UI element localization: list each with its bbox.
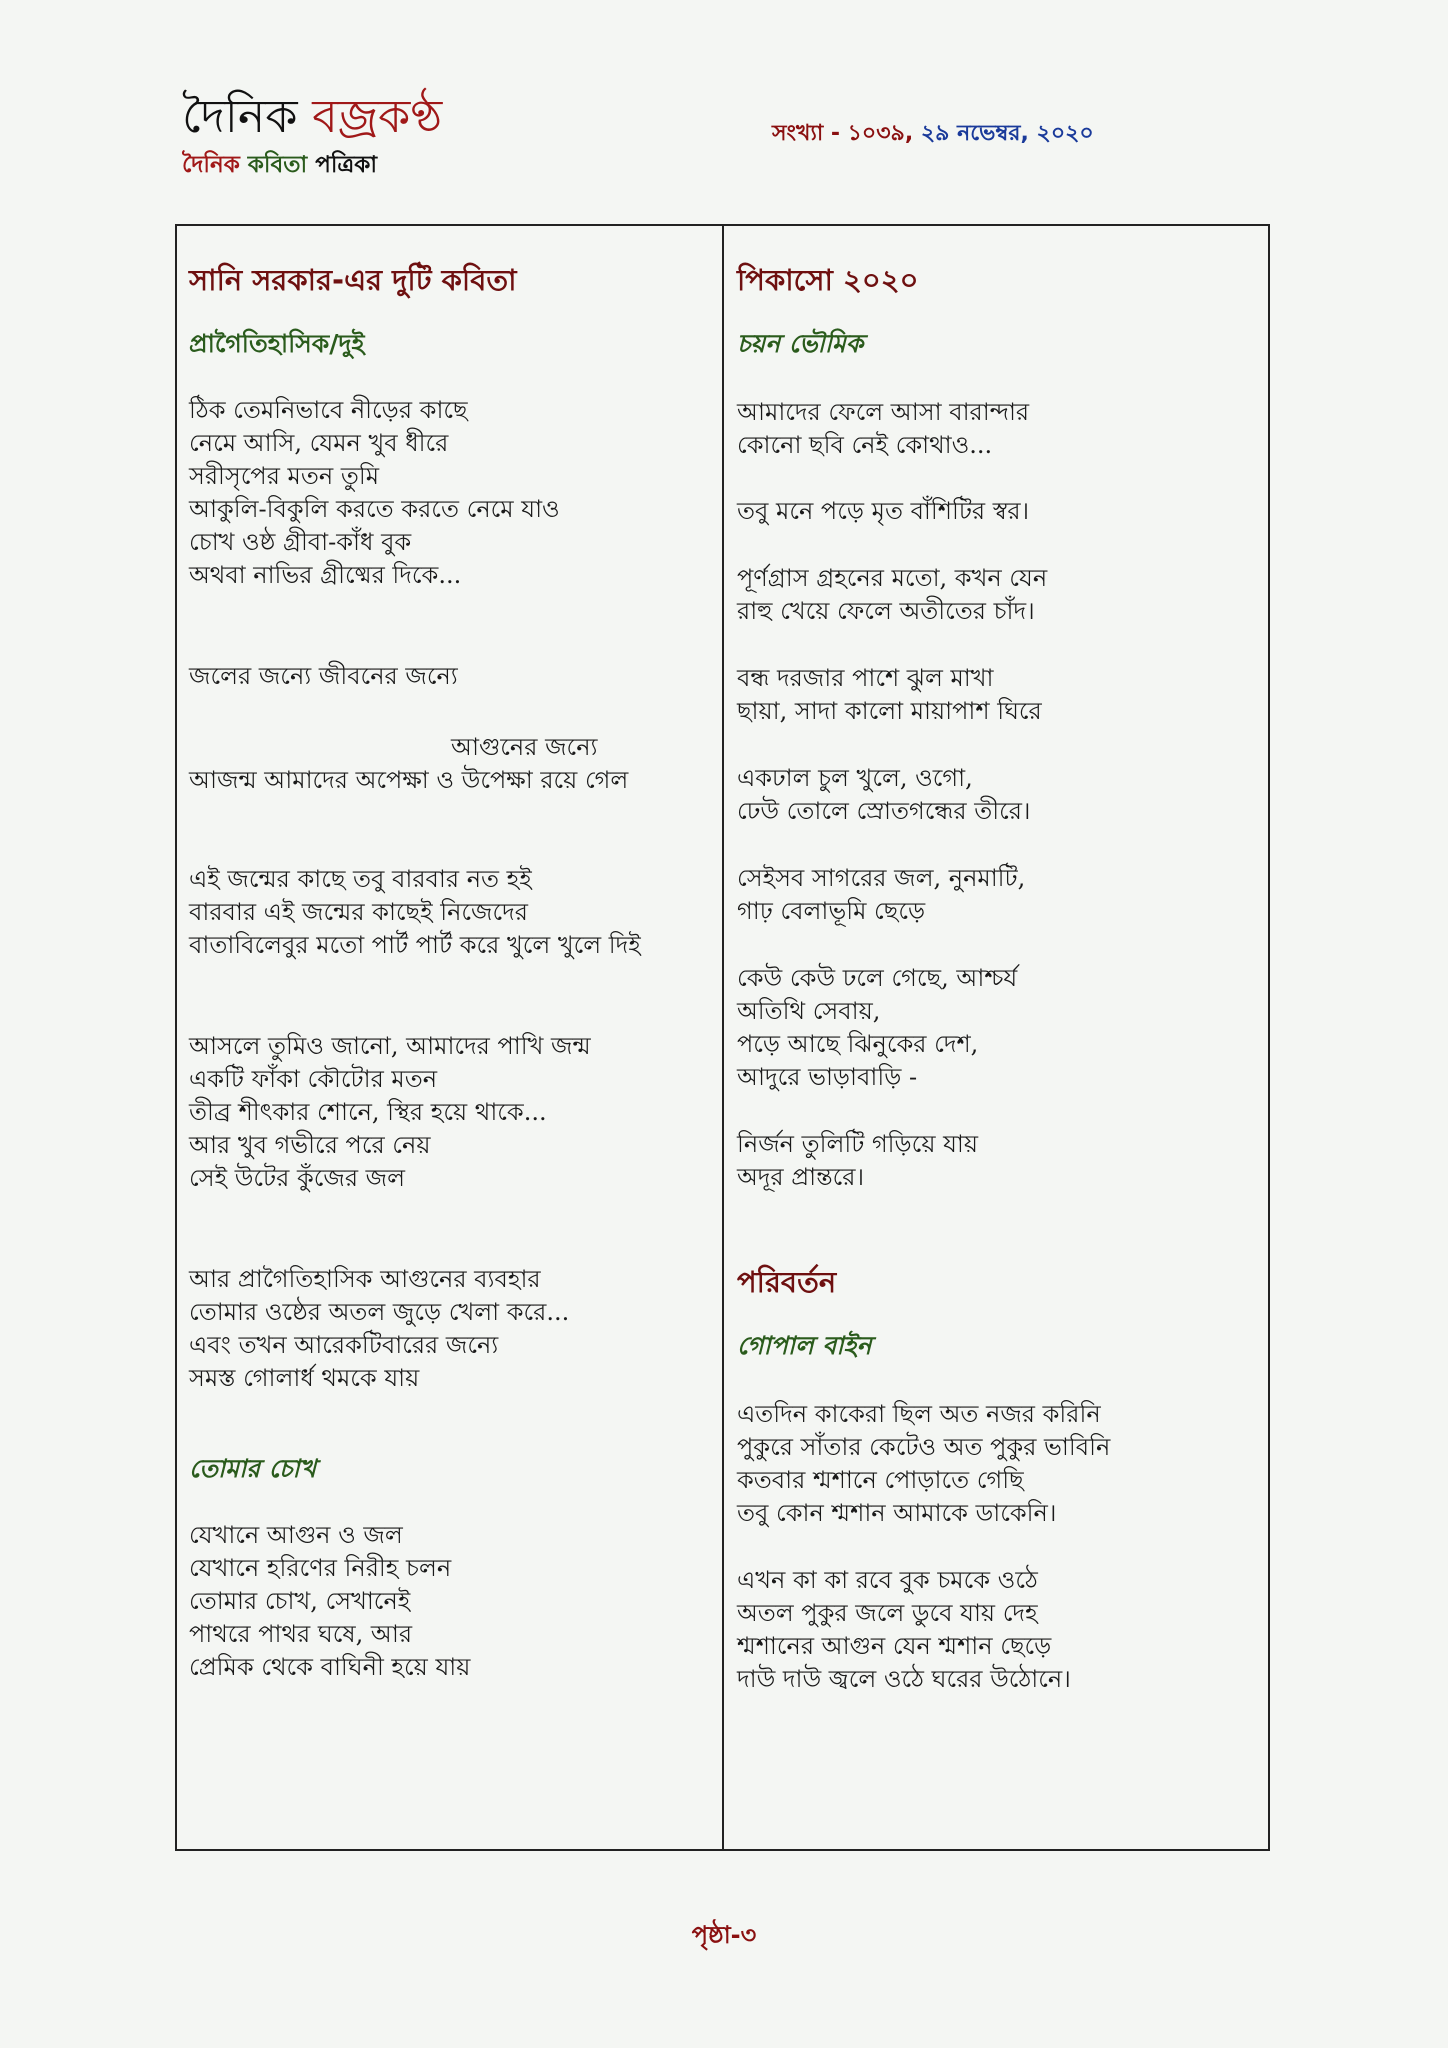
poem-line: সেই উটের কুঁজের জল (189, 1164, 406, 1192)
poem-title-picasso: পিকাসো ২০২০ (737, 263, 919, 297)
poem-line: জলের জন্যে জীবনের জন্যে (189, 662, 458, 690)
poem-line: আমাদের ফেলে আসা বারান্দার (737, 398, 1030, 426)
masthead-subtitle (182, 146, 442, 185)
stanza (737, 495, 1257, 528)
stanza (189, 394, 699, 592)
column-divider (722, 226, 724, 1849)
poem-line: দাউ দাউ জ্বলে ওঠে ঘরের উঠোনে। (737, 1665, 1071, 1693)
poem-line: আসলে তুমিও জানো, আমাদের পাখি জন্ম (189, 1032, 591, 1060)
stanza (737, 662, 1257, 728)
poem-title-tomar-chokh: তোমার চোখ (189, 1454, 317, 1483)
poem-line: আর প্রাগৈতিহাসিক আগুনের ব্যবহার (189, 1265, 541, 1293)
left-section-title: সানি সরকার-এর দুটি কবিতা (189, 263, 517, 297)
stanza (737, 1564, 1257, 1696)
poem-line: সমস্ত গোলার্ধ থমকে যায় (189, 1364, 420, 1392)
poem-line: অথবা নাভির গ্রীষ্মের দিকে... (189, 561, 462, 589)
poem-title-poriborton: পরিবর্তন (737, 1265, 837, 1299)
poem-line: নির্জন তুলিটি গড়িয়ে যায় (737, 1130, 979, 1158)
poem-line: একটি ফাঁকা কৌটোর মতন (189, 1065, 438, 1093)
poem-line: এই জন্মের কাছে তবু বারবার নত হই (189, 865, 532, 893)
poem-title-pragaitihasik: প্রাগৈতিহাসিক/দুই (189, 329, 365, 358)
issue-date: ২৯ নভেম্বর, ২০২০ (920, 121, 1094, 146)
poem-line: তোমার চোখ, সেখানেই (189, 1587, 411, 1615)
content-frame (175, 224, 1270, 1851)
masthead-sub-daily: দৈনিক (182, 152, 248, 178)
stanza (189, 1519, 699, 1684)
stanza (737, 562, 1257, 628)
poem-line: প্রেমিক থেকে বাঘিনী হয়ে যায় (189, 1653, 471, 1681)
poem-line: শ্মশানের আগুন যেন শ্মশান ছেড়ে (737, 1632, 1052, 1660)
poem-line: ঠিক তেমনিভাবে নীড়ের কাছে (189, 396, 468, 424)
poem-line: সরীসৃপের মতন তুমি (189, 462, 380, 490)
poem-line: তীব্র শীৎকার শোনে, স্থির হয়ে থাকে... (189, 1098, 547, 1126)
poem-line: বন্ধ দরজার পাশে ঝুল মাখা (737, 664, 994, 692)
masthead-title-name: বজ্রকণ্ঠ (312, 89, 443, 143)
poem-line: গাঢ় বেলাভূমি ছেড়ে (737, 897, 926, 925)
masthead-sub-poetry: কবিতা (247, 152, 308, 178)
poem-line: বারবার এই জন্মের কাছেই নিজেদের (189, 898, 528, 926)
poem-line: এবং তখন আরেকটিবারের জন্যে (189, 1331, 499, 1359)
poem-line: ঢেউ তোলে স্রোতগন্ধের তীরে। (737, 797, 1031, 825)
issue-number: সংখ্যা - ১০৩৯, (772, 121, 921, 146)
poem-line: কতবার শ্মশানে পোড়াতে গেছি (737, 1466, 1024, 1494)
stanza (189, 863, 699, 962)
poem-line: অতল পুকুর জলে ডুবে যায় দেহ (737, 1599, 1038, 1627)
poem-line: চোখ ওষ্ঠ গ্রীবা-কাঁধ বুক (189, 528, 412, 556)
poem-line: এখন কা কা রবে বুক চমকে ওঠে (737, 1566, 1038, 1594)
poem-line: এতদিন কাকেরা ছিল অত নজর করিনি (737, 1400, 1101, 1428)
stanza (737, 396, 1257, 462)
masthead-title (182, 88, 442, 144)
poem-line: তোমার ওষ্ঠের অতল জুড়ে খেলা করে... (189, 1298, 570, 1326)
poem-line: ছায়া, সাদা কালো মায়াপাশ ঘিরে (737, 697, 1042, 725)
stanza (737, 862, 1257, 928)
poem-line: একঢাল চুল খুলে, ওগো, (737, 764, 973, 792)
poem-line: পাথরে পাথর ঘষে, আর (189, 1620, 413, 1648)
poem-line: অদূর প্রান্তরে। (737, 1163, 865, 1191)
poem-line: তবু মনে পড়ে মৃত বাঁশিটির স্বর। (737, 497, 1030, 525)
poem-line: রাহু খেয়ে ফেলে অতীতের চাঁদ। (737, 597, 1035, 625)
poem-line: পুকুরে সাঁতার কেটেও অত পুকুর ভাবিনি (737, 1433, 1111, 1461)
masthead-sub-magazine: পত্রিকা (307, 152, 378, 178)
left-column (189, 236, 699, 1684)
poem-line: আর খুব গভীরে পরে নেয় (189, 1131, 431, 1159)
poem-line: পড়ে আছে ঝিনুকের দেশ, (737, 1030, 979, 1058)
stanza (737, 1398, 1257, 1530)
masthead (182, 88, 442, 185)
poem-line: কোনো ছবি নেই কোথাও... (737, 431, 993, 459)
poem-line: তবু কোন শ্মশান আমাকে ডাকেনি। (737, 1499, 1057, 1527)
stanza (189, 1263, 699, 1395)
poem-line: অতিথি সেবায়, (737, 997, 881, 1025)
author-choyon-bhowmik: চয়ন ভৌমিক (737, 329, 864, 358)
stanza (737, 1128, 1257, 1194)
poem-line: আজন্ম আমাদের অপেক্ষা ও উপেক্ষা রয়ে গেল (189, 766, 629, 794)
poem-line: সেইসব সাগরের জল, নুনমাটি, (737, 864, 1026, 892)
page-number: পৃষ্ঠা-৩ (691, 1921, 757, 1949)
poem-line: আগুনের জন্যে (451, 733, 598, 761)
stanza (189, 731, 699, 797)
stanza (737, 762, 1257, 828)
stanza (737, 962, 1257, 1094)
right-column (737, 236, 1257, 1696)
stanza (189, 1030, 699, 1195)
poem-line: যেখানে আগুন ও জল (189, 1521, 403, 1549)
poem-line: যেখানে হরিণের নিরীহ চলন (189, 1554, 452, 1582)
poem-line: পূর্ণগ্রাস গ্রহনের মতো, কখন যেন (737, 564, 1048, 592)
poem-line: নেমে আসি, যেমন খুব ধীরে (189, 429, 449, 457)
poem-line: আদুরে ভাড়াবাড়ি - (737, 1063, 918, 1091)
author-gopal-bain: গোপাল বাইন (737, 1331, 872, 1360)
poem-line: বাতাবিলেবুর মতো পার্ট পার্ট করে খুলে খুলে দিই (189, 931, 641, 959)
poem-line: আকুলি-বিকুলি করতে করতে নেমে যাও (189, 495, 560, 523)
issue-line (772, 116, 1094, 153)
stanza (189, 660, 699, 693)
masthead-title-daily: দৈনিক (182, 89, 313, 143)
poem-line: কেউ কেউ ঢলে গেছে, আশ্চর্য (737, 964, 1018, 992)
